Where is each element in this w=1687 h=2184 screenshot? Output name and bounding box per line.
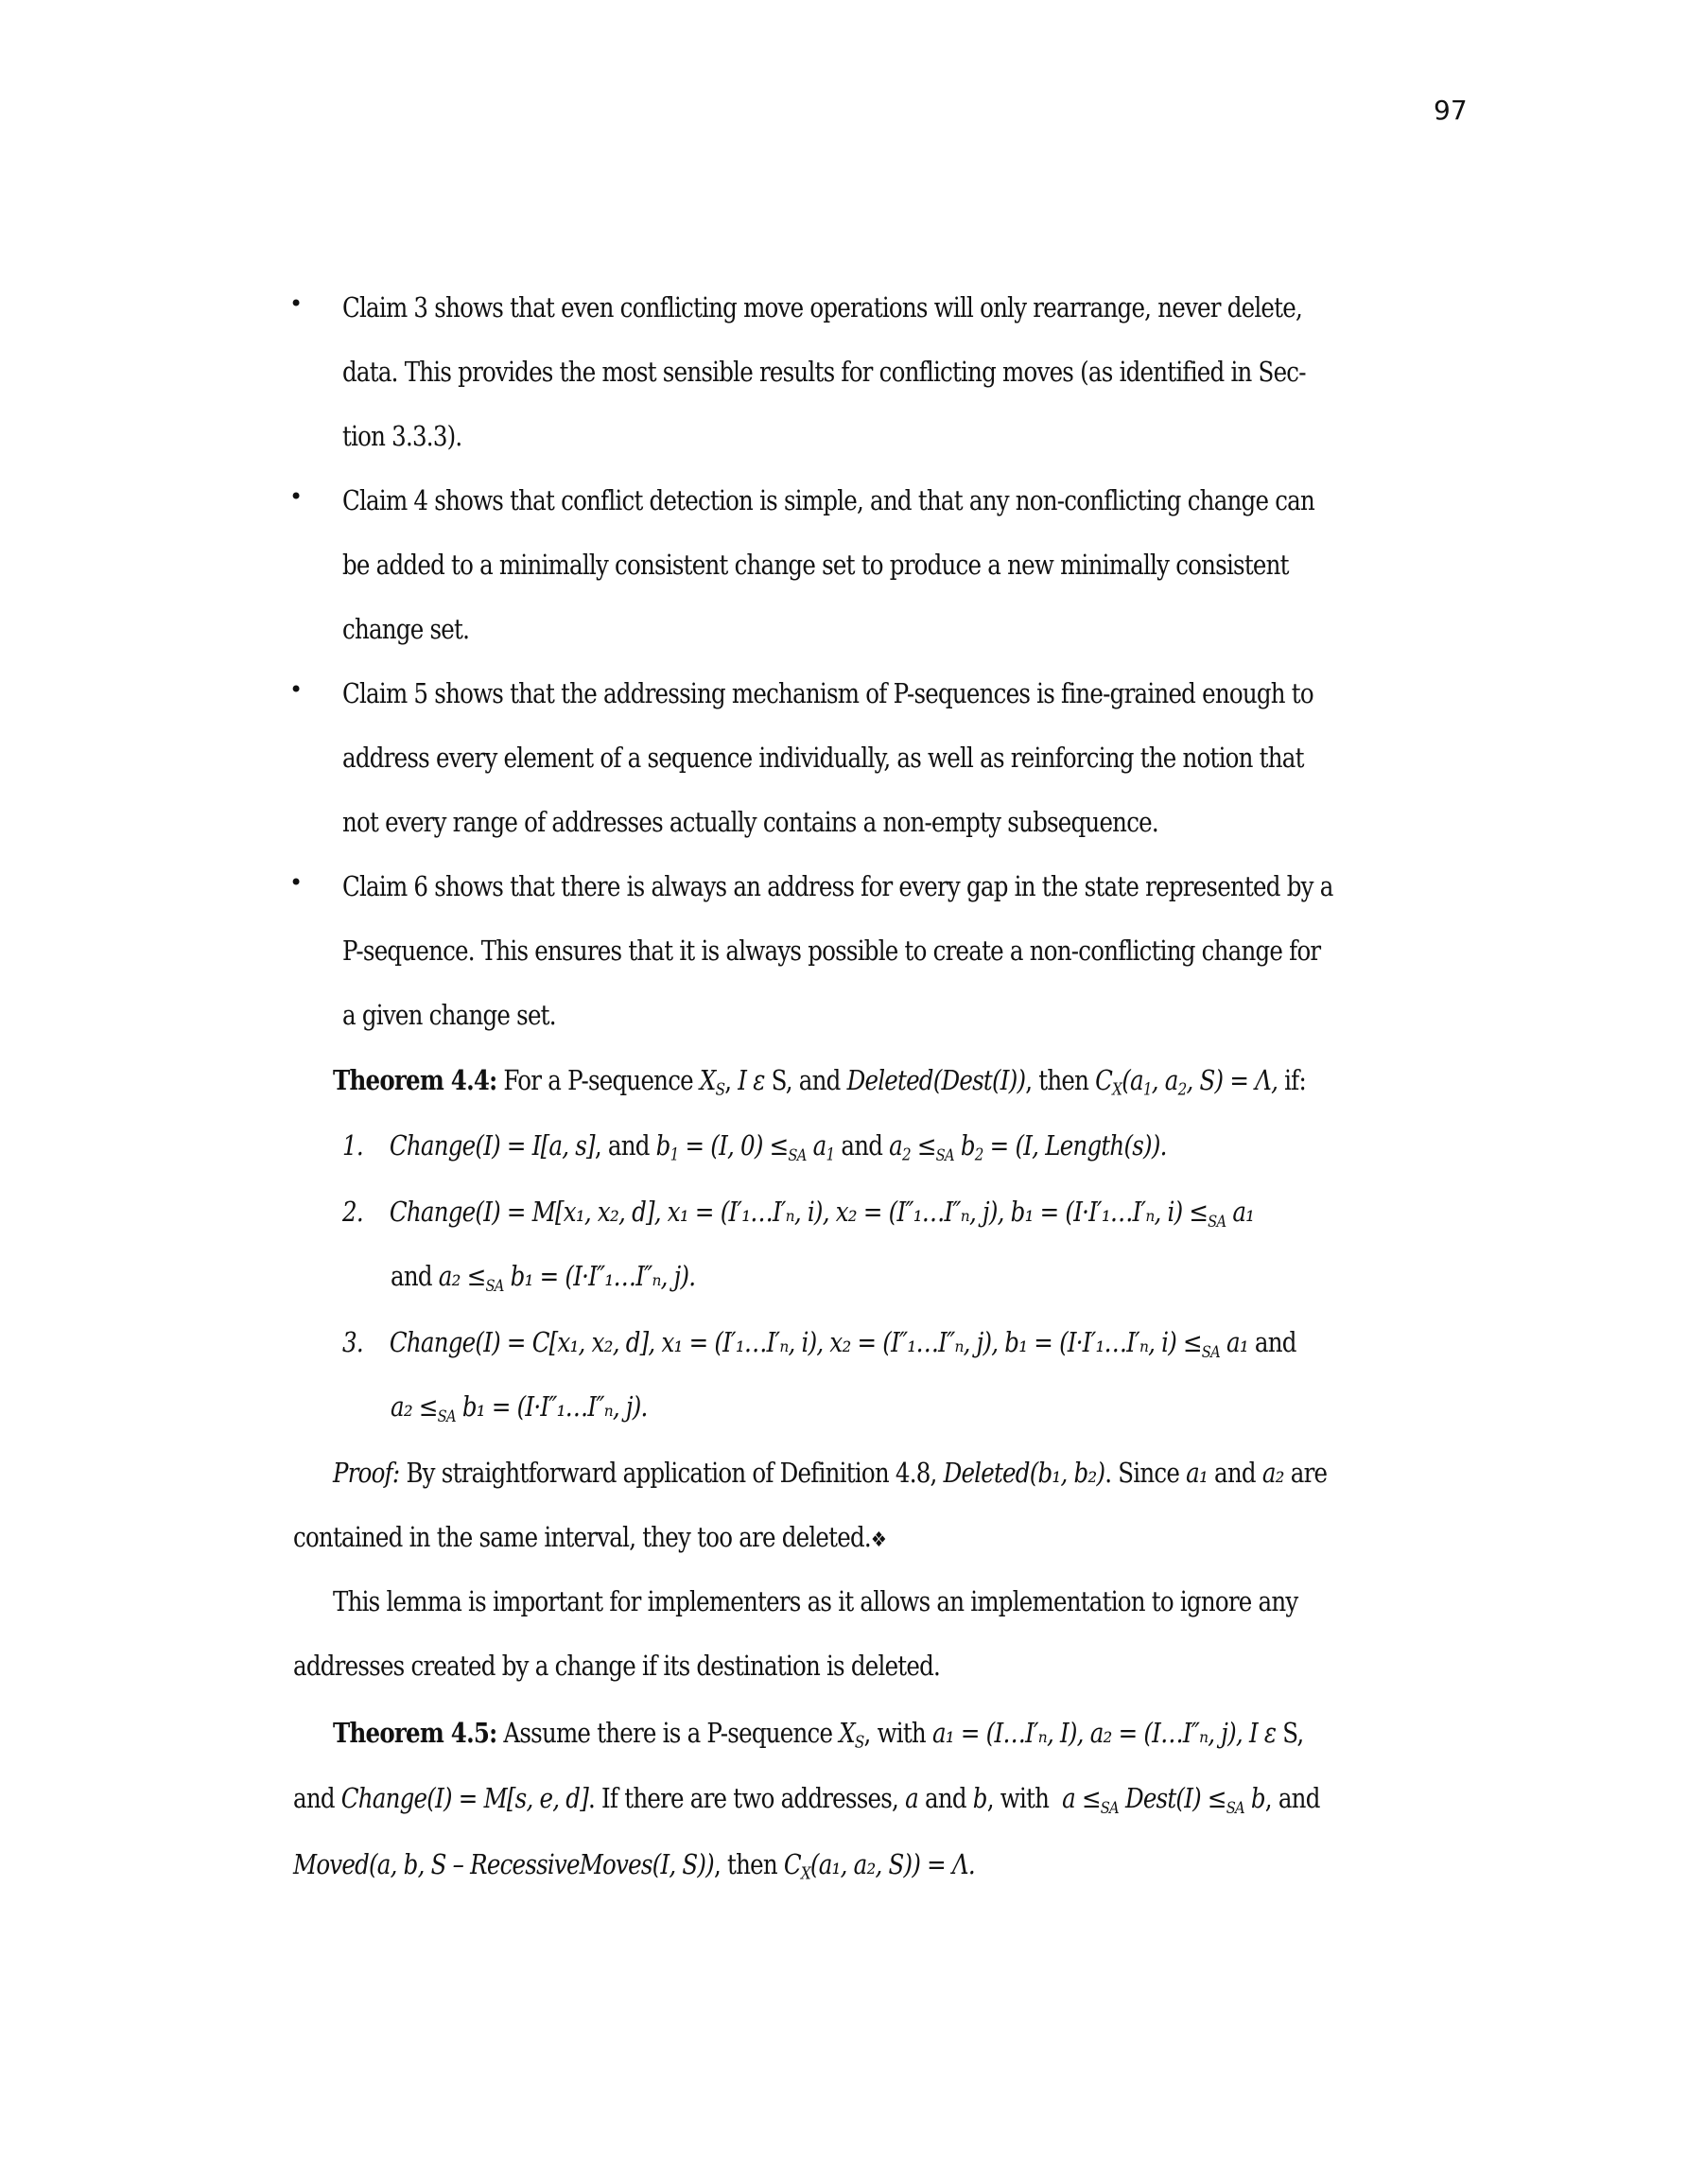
math-expr: a₁ (1232, 1197, 1255, 1228)
text: , then (713, 1849, 777, 1880)
math-sub: 2 (974, 1145, 983, 1165)
bullet-4-line-3: a given change set. (342, 1000, 556, 1031)
math-expr: , a (1151, 1065, 1178, 1096)
text: , (724, 1065, 732, 1096)
lemma-note-line-1: This lemma is important for implementers as it allows an implementation to ignore any (333, 1586, 1298, 1617)
bullet-3-line-1: Claim 5 shows that the addressing mechanism of P-sequences is fine-grained enough to (342, 678, 1313, 709)
bullet-icon: • (289, 676, 304, 703)
bullet-4-line-1: Claim 6 shows that there is always an address for every gap in the state represented by a (342, 871, 1333, 902)
math-expr: b₁ = (I·I″₁…I″ₙ, j). (461, 1391, 648, 1423)
proof-line-2 (293, 1519, 886, 1560)
text: , with (986, 1783, 1050, 1814)
theorem-label: Theorem 4.4: (333, 1064, 497, 1096)
list-number: 2. (342, 1197, 363, 1228)
proof-label: Proof: (333, 1458, 400, 1489)
proof-line-1 (333, 1455, 1327, 1493)
math-expr: Change(I) = M[s, e, d] (340, 1783, 588, 1814)
math-expr: = (I, Length(s)). (983, 1130, 1167, 1162)
math-sub: S (854, 1733, 864, 1753)
page-number: 97 (1434, 95, 1468, 126)
bullet-icon: • (289, 290, 304, 317)
math-sub: SA (1226, 1798, 1244, 1818)
math-expr: a₂ ≤ (438, 1261, 486, 1292)
bullet-icon: • (289, 869, 304, 896)
text: and (391, 1261, 432, 1292)
condition-3-line-1 (342, 1324, 1296, 1362)
text: and (1254, 1327, 1296, 1358)
math-sub: X (1112, 1080, 1122, 1100)
bullet-2-line-2: be added to a minimally consistent change set to produce a new minimally consistent (342, 550, 1289, 581)
math-sub: 1 (1142, 1080, 1152, 1100)
math-sub: SA (485, 1276, 504, 1296)
math-var: b (960, 1130, 975, 1162)
math-var: b (655, 1130, 670, 1162)
math-sub: S (715, 1080, 725, 1100)
math-var: a₁ (1186, 1458, 1209, 1489)
math-expr: a ≤ (1062, 1783, 1101, 1814)
math-var: a (889, 1130, 902, 1162)
text: , then (1025, 1065, 1089, 1096)
text: contained in the same interval, they too are deleted. (293, 1522, 871, 1553)
math-expr: = (I, 0) ≤ (678, 1130, 789, 1162)
math-var: X (699, 1065, 716, 1096)
math-expr: b₁ = (I·I″₁…I″ₙ, j). (510, 1261, 696, 1292)
text: . Since (1104, 1458, 1180, 1489)
condition-1 (342, 1127, 1167, 1165)
math-var: a₂ (1261, 1458, 1284, 1489)
math-sub: SA (935, 1145, 954, 1165)
text: , and (594, 1130, 656, 1162)
math-var: C (1095, 1065, 1113, 1096)
math-sub: X (800, 1864, 810, 1884)
qed-icon: ❖ (870, 1529, 887, 1552)
bullet-2-line-1: Claim 4 shows that conflict detection is simple, and that any non-conflicting change can (342, 485, 1315, 516)
math-sub: SA (1208, 1212, 1226, 1232)
math-expr: Change(I) = I[a, s] (389, 1130, 595, 1162)
math-var: a (905, 1783, 918, 1814)
text: if: (1284, 1065, 1306, 1096)
bullet-3-line-3: not every range of addresses actually contains a non-empty subsequence. (342, 807, 1158, 838)
theorem-label: Theorem 4.5: (333, 1717, 497, 1749)
math-var: C (783, 1849, 801, 1880)
math-expr: (a (1122, 1065, 1143, 1096)
math-sub: SA (437, 1406, 456, 1426)
math-var: b (1250, 1783, 1265, 1814)
math-var: X (839, 1718, 855, 1749)
text: . If there are two addresses, (587, 1783, 899, 1814)
theorem-4-5-line-1 (333, 1714, 1303, 1753)
bullet-icon: • (289, 483, 304, 510)
math-expr: Change(I) = M[x₁, x₂, d], x₁ = (I′₁…I′ₙ, i), x₂ = (I″₁…I″ₙ, j), b₁ = (I·I′₁…I′ₙ, i) ≤ (389, 1197, 1209, 1228)
math-expr: ≤ (910, 1130, 936, 1162)
condition-2-line-1 (342, 1194, 1254, 1232)
math-var: a (812, 1130, 826, 1162)
bullet-3-line-2: address every element of a sequence individually, as well as reinforcing the notion that (342, 743, 1304, 774)
math-sub: 1 (826, 1145, 835, 1165)
text: and (293, 1783, 335, 1814)
condition-3-line-2 (391, 1389, 648, 1426)
text: S, and (771, 1065, 841, 1096)
math-expr: Deleted(b₁, b₂) (943, 1458, 1105, 1489)
math-sub: 1 (670, 1145, 679, 1165)
text: By straightforward application of Definition 4.8, (406, 1458, 937, 1489)
math-expr: Change(I) = C[x₁, x₂, d], x₁ = (I′₁…I′ₙ, i), x₂ = (I″₁…I″ₙ, j), b₁ = (I·I′₁…I′ₙ, i) ≤ (389, 1327, 1202, 1358)
math-sub: 2 (1177, 1080, 1187, 1100)
bullet-1-line-3: tion 3.3.3). (342, 421, 462, 452)
list-number: 1. (342, 1130, 363, 1162)
list-number: 3. (342, 1327, 363, 1358)
bullet-1-line-2: data. This provides the most sensible results for conflicting moves (as identified in Sec- (342, 357, 1306, 388)
math-sub: SA (1100, 1798, 1119, 1818)
math-expr: (a₁, a₂, S)) = Λ. (809, 1849, 975, 1880)
math-var: b (972, 1783, 987, 1814)
text: and (924, 1783, 966, 1814)
text: and (834, 1130, 890, 1162)
condition-2-line-2 (391, 1258, 695, 1296)
bullet-1-line-1: Claim 3 shows that even conflicting move operations will only rearrange, never delete, (342, 292, 1302, 323)
text: S, (1282, 1718, 1304, 1749)
text: and (1214, 1458, 1256, 1489)
math-sub: 2 (901, 1145, 911, 1165)
math-expr: , S) = Λ, (1186, 1065, 1278, 1096)
theorem-4-5-line-2 (293, 1780, 1320, 1818)
text: For a P-sequence (503, 1065, 693, 1096)
text: , with (863, 1718, 926, 1749)
math-sub: SA (1201, 1342, 1220, 1362)
math-expr: I ε (738, 1065, 765, 1096)
theorem-4-5-line-3 (293, 1846, 975, 1884)
bullet-4-line-2: P-sequence. This ensures that it is always possible to create a non-conflicting change for (342, 935, 1321, 967)
math-expr: a₁ = (I…I′ₙ, I), a₂ = (I…I″ₙ, j), I ε (931, 1718, 1277, 1749)
math-sub: SA (788, 1145, 807, 1165)
math-expr: Deleted(Dest(I)) (846, 1065, 1026, 1096)
lemma-note-line-2: addresses created by a change if its destination is deleted. (293, 1651, 941, 1682)
math-expr: a₁ (1226, 1327, 1248, 1358)
math-expr: a₂ ≤ (391, 1391, 438, 1423)
theorem-4-4-statement (333, 1061, 1306, 1100)
math-expr: Moved(a, b, S – RecessiveMoves(I, S)) (293, 1849, 714, 1880)
math-expr: Dest(I) ≤ (1124, 1783, 1226, 1814)
bullet-2-line-3: change set. (342, 614, 470, 645)
text: , and (1264, 1783, 1320, 1814)
text: are (1290, 1458, 1328, 1489)
text: Assume there is a P-sequence (503, 1718, 833, 1749)
